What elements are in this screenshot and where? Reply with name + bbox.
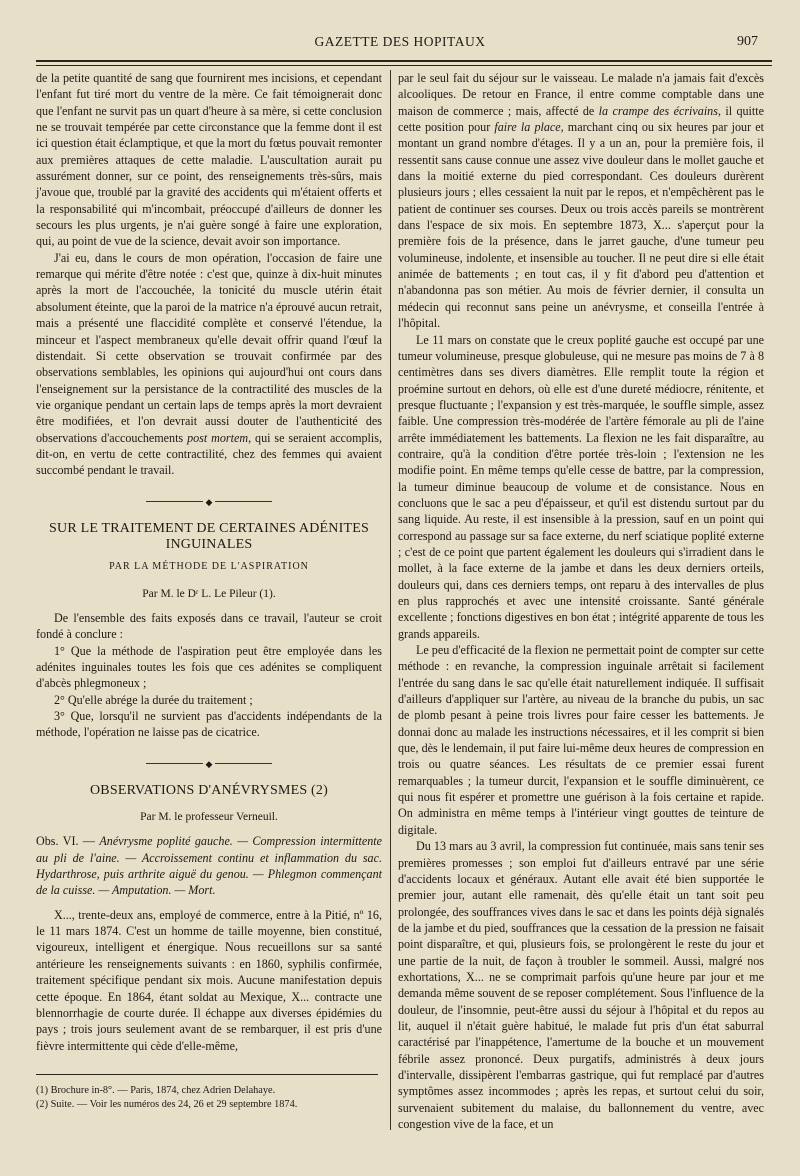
uterus-paragraph-italic: post mortem bbox=[187, 430, 249, 445]
uterus-paragraph-text: J'ai eu, dans le cours de mon opération, l'occasion de faire une remarque qui mérite d'être notée : c'est que, quinze à dix-huit minutes après la mort de l'accouchée, la tonicité du muscle utérin était absolument éteinte, que la paroi de la matrice n'a éprouvé aucun retrait, mais a présenté une flaccidité complète et conservé l'étendue, la minceur et l'aspect membraneux qu'elle devait offrir quand l'œuf la distendait. Si cette observation se trouvait confirmée par des observations semblables, les opinions qui aujourd'hui ont cours dans l'enseignement sur la persistance de la contractilité des muscles de la vie organique pendant un certain laps de temps après la mort devraient être modifiées, et l'on devrait aussi douter de l'authenticité des observations d'accouchements bbox=[36, 250, 382, 445]
intro-paragraph: de la petite quantité de sang que fournirent mes incisions, et cependant l'enfant fut tiré mort du ventre de la mère. Ce fait témoignerait donc que l'enfant ne survit pas un quart d'heure à sa mère, si cette conclusion ne se trouvait tempérée par cette circonstance que la femme dont il est ici question était éclamptique, et que la mort du fœtus pouvait remonter aux premières attaques de cette maladie. L'auscultation aurait pu assurément donner, sur ce point, des renseignements très-sûrs, mais j'avoue que, troublé par la gravité des accidents qui m'étaient offerts et la responsabilité qui m'incombait, préoccupé d'ailleurs de donner les secours les plus urgents, je n'ai guère songé à faire une exploration, qui, au point de vue de la science, devait avoir son importance. bbox=[36, 71, 382, 249]
evolution-paragraph: Du 13 mars au 3 avril, la compression fut continuée, mais sans tenir ses premières promesses ; son emploi fut d'ailleurs entravé par une série d'accidents locaux et généraux. Autant elle avait été bien supportée le premier jour, autant elle ramenait, dès qu'elle était un tant soit peu prolongée, des souffrances vives dans le sac et dans les points déjà signalés de la jambe et du pied, souffrances que la cessation de la pression ne faisait point disparaître, et qui, plusieurs fois, se prolongèrent le reste du jour et une partie de la nuit, de façon à troubler le sommeil. Aussi, malgré nos exhortations, X... ne se comprimait parfois qu'une heure par jour et me demanda même souvent de se reposer complétement. Sous l'influence de la douleur, de l'insomnie, peut-être aussi du séjour à l'hôpital et du repos au lit, auquel il n'était guère habitué, le malade fut pris d'un état saburral caractérisé par l'inappétence, l'amertume de la bouche et un mouvement fébrile assez prononcé. Deux purgatifs, administrés à deux jours d'intervalle, dissipèrent l'embarras gastrique, qui fut remplacé par d'autres symptômes assez incommodes ; après les repas, et surtout celui du soir, survenaient subitement du malaise, du ballonnement du ventre, avec congestion vive de la face, et un bbox=[398, 839, 764, 1131]
conclusion-item: 3° Que, lorsqu'il ne survient pas d'accidents indépendants de la méthode, l'opération ne laisse pas de cicatrice. bbox=[36, 709, 382, 740]
section-title-adenites: SUR LE TRAITEMENT DE CERTAINES ADÉNITES INGUINALES bbox=[49, 520, 369, 552]
footnotes bbox=[36, 1084, 382, 1112]
history-text-end: , marchant cinq ou six heures par jour et montant un grand nombre d'étages. Il y a un an, pour la première fois, il ressentit sans cause connue une assez vive douleur dans le mollet gauche et dans la moitié externe du pied correspondant. Ces douleurs durèrent plusieurs jours ; elles cessaient la nuit par le repos, et n'empêchèrent pas le patient de continuer ses courses. Deux ou trois accès pareils se montrèrent dans l'espace de six mois. En septembre 1873, X... s'aperçut pour la première fois de la présence, dans le jarret gauche, d'une tumeur peu volumineuse, indolente, et insensible au toucher. Il ne peut dire si elle était animée de battements ; en tout cas, il y fit d'abord peu d'attention et n'abandonna pas son métier. Au mois de février dernier, il consulta un médecin qui reconnut sans peine un anévrysme, et conseilla l'entrée à l'hôpital. bbox=[398, 120, 764, 331]
journal-title: GAZETTE DES HOPITAUX bbox=[314, 34, 486, 49]
history-text-start: par le seul fait du séjour sur le vaisseau. Le malade n'a jamais fait d'excès alcooliques. De retour en France, il entre comme comptable dans une maison de commerce ; mais, affecté de bbox=[398, 71, 764, 118]
conclusion-item: 1° Que la méthode de l'aspiration peut être employée dans les adénites inguinales toutes les fois que ces adénites se compliquent d'abcès phlegmoneux ; bbox=[36, 643, 382, 691]
history-italic-place: faire la place bbox=[494, 120, 561, 135]
header-rule-thin bbox=[36, 65, 772, 66]
case-paragraph: X..., trente-deux ans, employé de commerce, entre à la Pitié, nº 16, le 11 mars 1874. C'est un homme de taille moyenne, bien constitué, vigoureux, intelligent et énergique. Nous recueillons sur sa santé antérieure les renseignements suivants : en 1860, syphilis confirmée, traitement spécifique pendant six mois. Aucune manifestation depuis cette époque. En 1864, étant soldat au Mexique, X... contracte une blennorrhagie de courte durée. Il échappe aux diverses épidémies du pays ; trois jours seulement avant de se rembarquer, il est pris d'une fièvre intermittente qui cède d'elle-même, bbox=[36, 907, 382, 1053]
right-column bbox=[398, 70, 764, 1132]
ornament-glyph: ◆ bbox=[203, 759, 216, 769]
observation-title: Anévrysme poplité gauche. — Compression intermittente au pli de l'aine. — Accroissement continu et inflammation du sac. Hydarthrose, puis arthrite aiguë du genou. — Phlegmon commençant de la cuisse. — Amputation. — Mort. bbox=[36, 834, 383, 898]
history-paragraph bbox=[398, 70, 764, 332]
history-text-mid: , il quitte cette position pour bbox=[398, 103, 764, 135]
header-rule bbox=[36, 60, 772, 62]
section-author-anevrysmes: Par M. le professeur Verneuil. bbox=[140, 811, 278, 824]
observation-heading bbox=[36, 833, 382, 898]
footnote-rule bbox=[36, 1074, 378, 1075]
compression-paragraph: Le peu d'efficacité de la flexion ne permettait point de compter sur cette méthode : en revanche, la compression inguinale arrêtait si facilement l'entrée du sang dans le sac qu'elle était naturellement indiquée. Il suffisait d'ailleurs d'appliquer sur l'artère, au niveau de la branche du pubis, un sac de plomb pesant à peine trois livres pour faire cesser les battements. Je donnai donc au malade les instructions nécessaires, et il les comprit si bien que, dès le lendemain, il put faire lui-même deux heures de compression en trois ou quatre séances. Les résultats de ce premier essai furent remarquables ; la tumeur durcit, l'expansion et le souffle diminuèrent, ce qui nous fit espérer et promettre une guérison à la fois certaine et rapide. On administra en même temps à l'intérieur vingt gouttes de teinture de digitale. bbox=[398, 643, 764, 837]
page-number: 907 bbox=[737, 34, 758, 49]
observation-label: Obs. VI. — bbox=[36, 834, 100, 849]
footnote-2: (2) Suite. — Voir les numéros des 24, 26 et 29 septembre 1874. bbox=[36, 1099, 298, 1110]
section-ornament bbox=[36, 491, 382, 513]
section-ornament bbox=[36, 753, 382, 775]
page-header bbox=[36, 34, 764, 56]
ornament-glyph: ◆ bbox=[203, 497, 216, 507]
conclusion-item: 2° Qu'elle abrége la durée du traitement ; bbox=[54, 692, 253, 707]
history-italic-crampe: la crampe des écrivains bbox=[598, 103, 718, 118]
adenites-intro: De l'ensemble des faits exposés dans ce travail, l'auteur se croit fondé à conclure : bbox=[36, 610, 382, 642]
column-divider bbox=[390, 70, 391, 1130]
examination-paragraph: Le 11 mars on constate que le creux poplité gauche est occupé par une tumeur volumineuse, presque globuleuse, qui ne mesure pas moins de 7 à 8 centimètres dans ses divers diamètres. Elle remplit toute la région et proémine surtout en dehors, où elle est d'une dureté médiocre, rénitente, et presque fluctuante ; l'expansion y est très-marquée, le souffle simple, assez faible. Une compression très-modérée de l'artère fémorale au pli de l'aine arrête immédiatement les battements. La flexion ne les fait disparaître, au contraire, qu'à la condition d'être portée très-loin ; l'extension ne les modifie point. En même temps qu'elle cesse de battre, par la compression, la tumeur diminue beaucoup de volume et de consistance. Nous en concluons que le sac a peu d'épaisseur, et qu'il est distendu surtout par du sang liquide. Au reste, il est insensible à la pression, sauf en un point qui correspond au passage sur sa face externe, du nerf sciatique poplité externe ; c'est de ce point que partent également les douleurs qui s'irradient dans le mollet, à la face externe de la jambe et dans les deux derniers orteils, douleurs qui, dans ces derniers temps, ont reparu à des intervalles de plus en plus rapprochés et avec une intensité croissante. Santé générale excellente ; fonctions digestives en bon état ; intégrité apparente de tous les grands appareils. bbox=[398, 332, 764, 641]
footnote-1: (1) Brochure in-8°. — Paris, 1874, chez Adrien Delahaye. bbox=[36, 1085, 276, 1096]
left-column bbox=[36, 70, 382, 1054]
uterus-paragraph-end: , qui se seraient accomplis, dit-on, en vertu de cette contractilité, chez des femmes qui avaient succombé pendant le travail. bbox=[36, 430, 382, 478]
section-author-adenites: Par M. le Dʳ L. Le Pileur (1). bbox=[142, 587, 276, 600]
section-subtitle-adenites: PAR LA MÉTHODE DE L'ASPIRATION bbox=[109, 561, 309, 573]
section-title-anevrysmes: OBSERVATIONS D'ANÉVRYSMES (2) bbox=[90, 782, 328, 798]
uterus-paragraph bbox=[36, 250, 382, 479]
